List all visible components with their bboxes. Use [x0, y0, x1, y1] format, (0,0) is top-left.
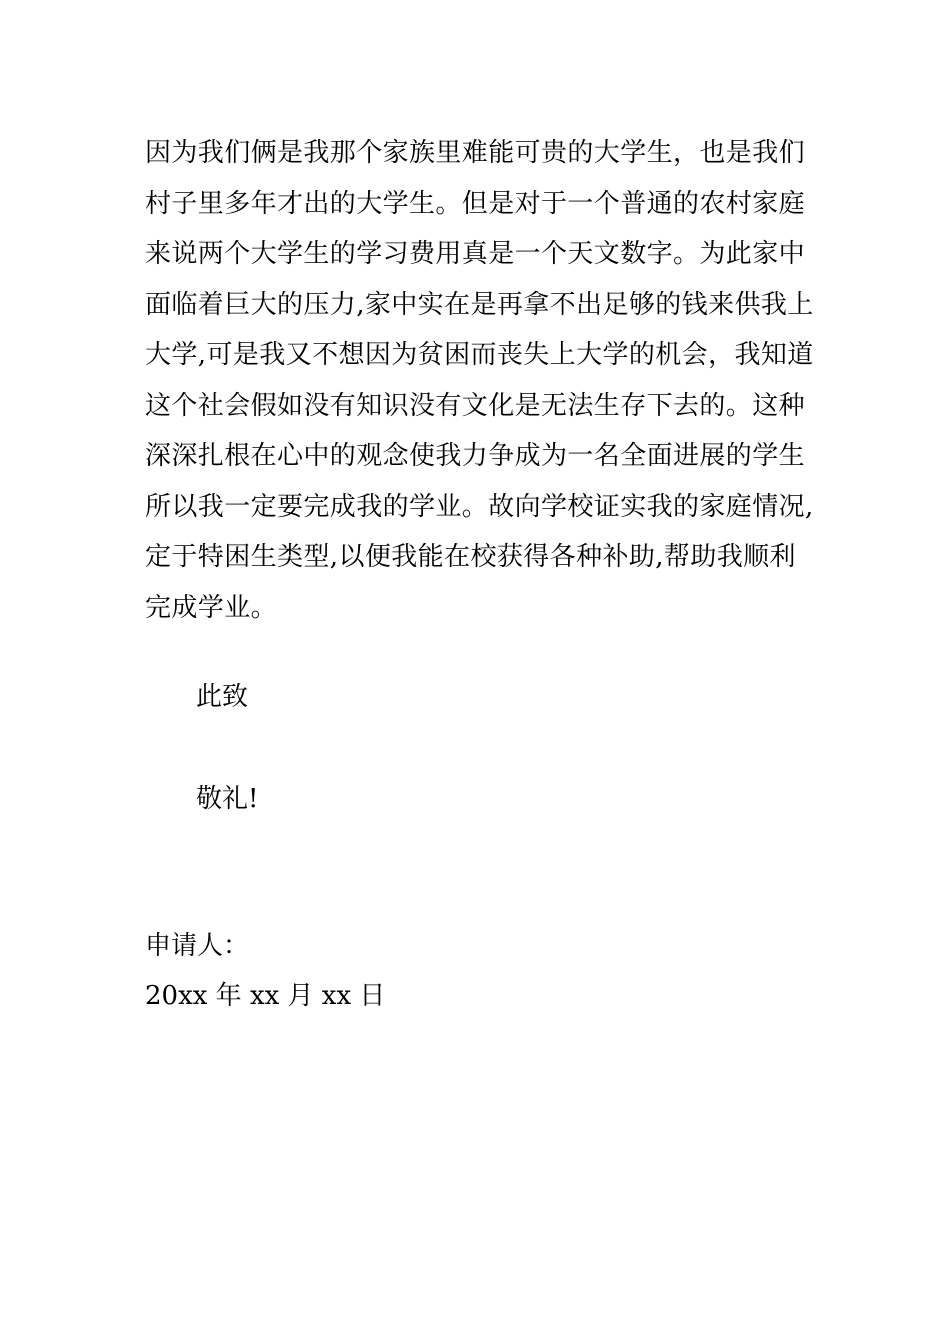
body-line: 来说两个大学生的学习费用真是一个天文数字。为此家中 [145, 239, 806, 269]
body-line: 大学,可是我又不想因为贫困而丧失上大学的机会，我知道 [145, 340, 814, 370]
closing-regards: 敬礼! [196, 784, 259, 814]
closing-salutation: 此致 [196, 682, 249, 712]
body-line: 因为我们俩是我那个家族里难能可贵的大学生，也是我们 [145, 138, 806, 168]
applicant-label: 申请人： [145, 931, 250, 961]
body-line: 村子里多年才出的大学生。但是对于一个普通的农村家庭 [145, 188, 806, 219]
body-line: 这个社会假如没有知识没有文化是无法生存下去的。这种 [145, 390, 806, 421]
body-line: 所以我一定要完成我的学业。故向学校证实我的家庭情况, [145, 491, 814, 522]
letter-body [145, 128, 825, 633]
body-line: 完成学业。 [145, 592, 278, 623]
body-line: 面临着巨大的压力,家中实在是再拿不出足够的钱来供我上 [145, 289, 814, 320]
body-line: 定于特困生类型,以便我能在校获得各种补助,帮助我顺利 [145, 542, 796, 572]
letter-date: 20xx 年 xx 月 xx 日 [145, 981, 386, 1011]
body-line: 深深扎根在心中的观念使我力争成为一名全面进展的学生 [145, 441, 806, 471]
